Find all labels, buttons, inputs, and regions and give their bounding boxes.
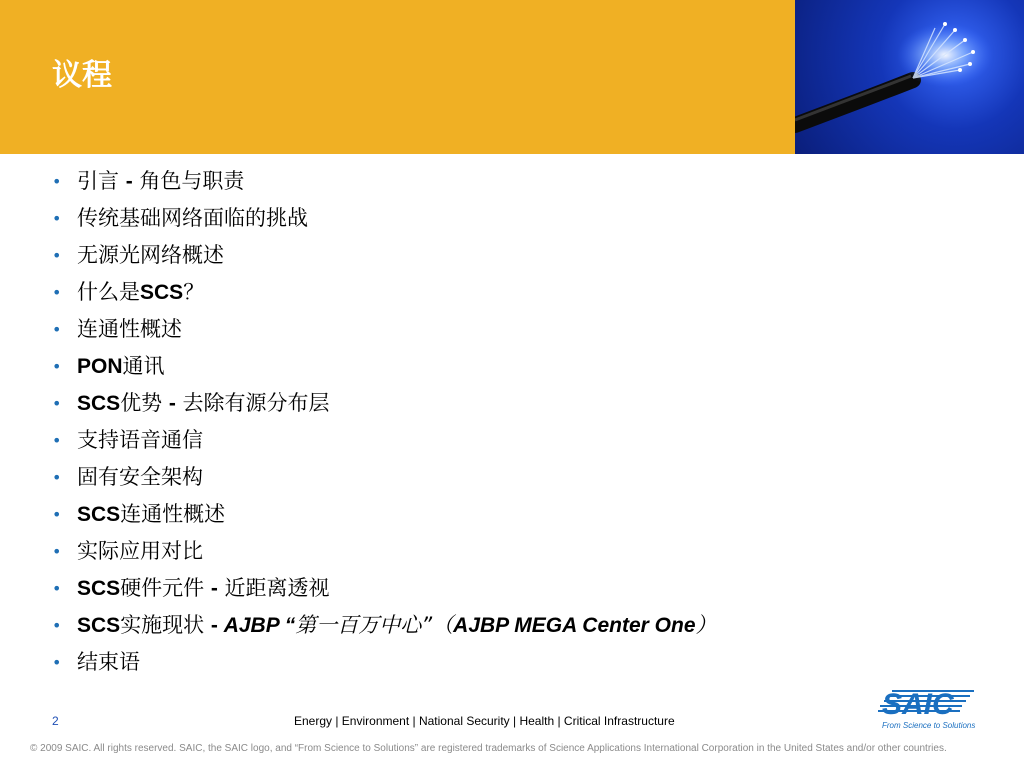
page-number: 2 [52, 714, 59, 728]
agenda-item-text: AJBP “ [223, 614, 296, 637]
bullet-icon: • [52, 394, 62, 413]
bullet-icon: • [52, 320, 62, 339]
agenda-item-text: ？ [183, 280, 205, 304]
agenda-item-text: 实施现状 [120, 613, 211, 637]
agenda-item-text: SCS [77, 614, 121, 637]
agenda-item-text: 结束语 [77, 650, 140, 674]
agenda-item [52, 570, 717, 607]
bullet-icon: • [52, 542, 62, 561]
agenda-item [52, 385, 717, 422]
agenda-item-text: - [210, 614, 224, 637]
agenda-item-text: 硬件元件 [120, 576, 211, 600]
agenda-item-text: SCS [140, 281, 184, 304]
agenda-item-text: 通讯 [122, 354, 165, 378]
agenda-item-text: SCS [77, 503, 121, 526]
agenda-item-text: 优势 [120, 391, 169, 415]
agenda-item-text: 传统基础网络面临的挑战 [77, 206, 308, 230]
agenda-item-text: 角色与职责 [132, 169, 245, 193]
bullet-icon: • [52, 246, 62, 265]
agenda-item [52, 237, 717, 274]
agenda-item [52, 274, 717, 311]
agenda-item [52, 348, 717, 385]
logo-wordmark: SAIC [882, 688, 954, 721]
header-banner [0, 0, 795, 154]
bullet-icon: • [52, 579, 62, 598]
agenda-item-text: 固有安全架构 [77, 465, 203, 489]
bullet-icon: • [52, 616, 62, 635]
agenda-item-text: PON [77, 355, 123, 378]
agenda-item-text: 什么是 [77, 280, 140, 304]
bullet-icon: • [52, 653, 62, 672]
agenda-item-text: 无源光网络概述 [77, 243, 224, 267]
bullet-icon: • [52, 172, 62, 191]
agenda-item-text: 支持语音通信 [77, 428, 203, 452]
agenda-item-text: ） [695, 613, 717, 637]
agenda-item-text: 连通性概述 [77, 317, 182, 341]
agenda-item-text: - [125, 170, 133, 193]
agenda-item [52, 422, 717, 459]
agenda-item [52, 607, 717, 644]
bullet-icon: • [52, 431, 62, 450]
saic-logo [878, 684, 976, 732]
copyright-notice: © 2009 SAIC. All rights reserved. SAIC, the SAIC logo, and “From Science to Solutions” are registered trademarks of Science Applications International Corporation in the United States and/or other countries. [30, 743, 947, 754]
agenda-item [52, 459, 717, 496]
agenda-item [52, 200, 717, 237]
agenda-item [52, 311, 717, 348]
agenda-item [52, 163, 717, 200]
agenda-item-text: 实际应用对比 [77, 539, 203, 563]
bullet-icon: • [52, 209, 62, 228]
logo-tagline: From Science to Solutions [882, 721, 976, 730]
agenda-item-text: SCS [77, 392, 121, 415]
footer-divisions: Energy | Environment | National Security | Health | Critical Infrastructure [294, 714, 675, 728]
agenda-item-text: 引言 [77, 169, 126, 193]
agenda-item-text: - [210, 577, 218, 600]
agenda-item [52, 533, 717, 570]
agenda-item-text: 近距离透视 [217, 576, 330, 600]
agenda-item-text: AJBP MEGA Center One [453, 614, 696, 637]
slide-title: 议程 [52, 58, 112, 93]
agenda-item-text: ”（ [421, 613, 454, 637]
agenda-item-text: SCS [77, 577, 121, 600]
agenda-item-text: 连通性概述 [120, 502, 226, 526]
agenda-item-text: 第一百万中心 [295, 613, 422, 637]
bullet-icon: • [52, 283, 62, 302]
agenda-item [52, 644, 717, 681]
agenda-item-text: - [168, 392, 176, 415]
fiber-optic-image [795, 0, 1024, 154]
bullet-icon: • [52, 505, 62, 524]
bullet-icon: • [52, 468, 62, 487]
bullet-icon: • [52, 357, 62, 376]
agenda-list [52, 163, 717, 681]
agenda-item [52, 496, 717, 533]
agenda-item-text: 去除有源分布层 [175, 391, 330, 415]
